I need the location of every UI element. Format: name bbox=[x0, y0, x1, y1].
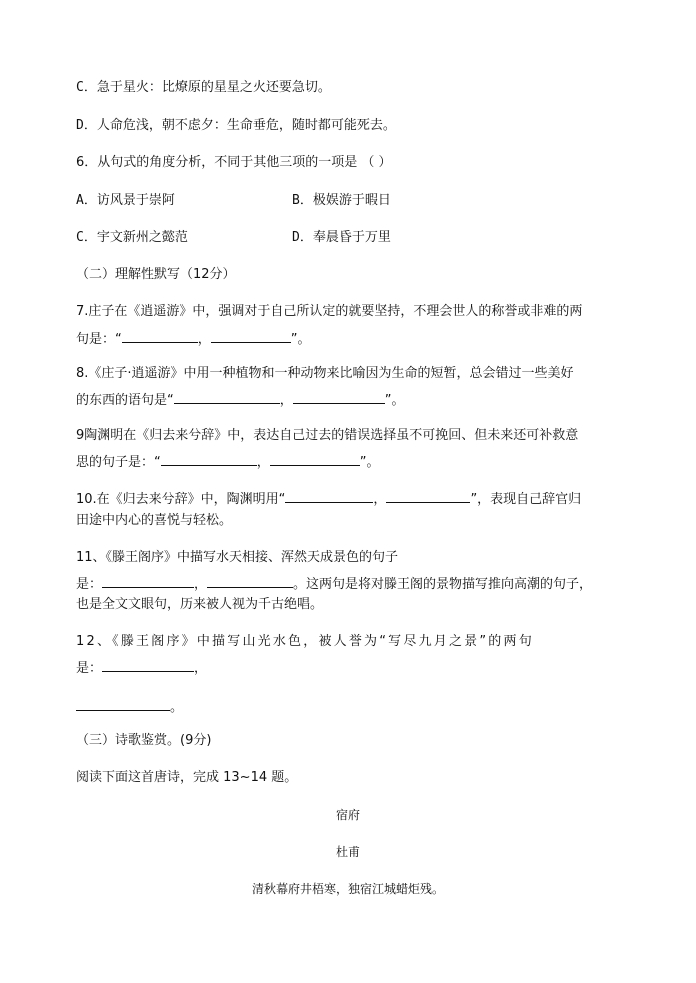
option-c-line: C．急于星火：比燎原的星星之火还要急切。 bbox=[76, 80, 331, 95]
question-7-line1: 7.庄子在《逍遥游》中，强调对于自己所认定的就要坚持，不理会世人的称誉或非难的两 bbox=[76, 304, 583, 319]
poem-author: 杜甫 bbox=[335, 845, 360, 859]
answer-blank[interactable] bbox=[293, 389, 385, 404]
question-9-line1: 9陶渊明在《归去来兮辞》中，表达自己过去的错误选择虽不可挽回、但未来还可补救意 bbox=[76, 428, 579, 443]
reading-instruction: 阅读下面这首唐诗，完成 13~14 题。 bbox=[76, 770, 298, 785]
question-11-line2: 是： ， 。这两句是将对滕王阁的景物描写推向高潮的句子， bbox=[76, 573, 592, 594]
answer-blank[interactable] bbox=[102, 657, 194, 672]
answer-blank[interactable] bbox=[207, 573, 293, 588]
question-10-line1: 10.在《归去来兮辞》中，陶渊明用“ ， ”，表现自己辞官归 bbox=[76, 488, 581, 509]
section-2-heading: （二）理解性默写（12分） bbox=[76, 267, 236, 282]
q6-option-d: D．奉晨昏于万里 bbox=[292, 230, 391, 245]
answer-blank[interactable] bbox=[285, 488, 373, 503]
question-11-line1: 11、《滕王阁序》中描写水天相接、浑然天成景色的句子 bbox=[76, 550, 399, 565]
q6-option-b: B．极娱游于暇日 bbox=[292, 193, 391, 208]
question-12-line3: 。 bbox=[76, 696, 183, 717]
question-12-line2: 是： ， bbox=[76, 657, 207, 678]
question-6: 6．从句式的角度分析，不同于其他三项的一项是 （ ） bbox=[76, 155, 392, 170]
question-7-line2: 句是：“ ， ”。 bbox=[76, 328, 311, 349]
answer-blank[interactable] bbox=[270, 451, 360, 466]
section-3-heading: （三）诗歌鉴赏。(9分) bbox=[76, 733, 212, 748]
answer-blank[interactable] bbox=[76, 696, 170, 711]
answer-blank[interactable] bbox=[211, 328, 291, 343]
q6-option-a: A．访风景于崇阿 bbox=[76, 193, 175, 208]
poem-title: 宿府 bbox=[335, 808, 360, 822]
question-10-line2: 田途中内心的喜悦与轻松。 bbox=[76, 513, 233, 528]
question-8-line2: 的东西的语句是“ ， ”。 bbox=[76, 389, 405, 410]
question-6-options-row1 bbox=[76, 192, 636, 210]
question-11-line3: 也是全文文眼句，历来被人视为千古绝唱。 bbox=[76, 597, 324, 612]
answer-blank[interactable] bbox=[161, 451, 257, 466]
poem-line-1: 清秋幕府井梧寒，独宿江城蜡炬残。 bbox=[251, 882, 444, 896]
answer-blank[interactable] bbox=[174, 389, 280, 404]
question-6-options-row2 bbox=[76, 229, 636, 247]
answer-blank[interactable] bbox=[102, 573, 194, 588]
q6-option-c: C．宇文新州之懿范 bbox=[76, 230, 188, 245]
question-9-line2: 思的句子是：“ ， ”。 bbox=[76, 451, 380, 472]
answer-blank[interactable] bbox=[122, 328, 198, 343]
option-d-line: D．人命危浅，朝不虑夕：生命垂危，随时都可能死去。 bbox=[76, 118, 396, 133]
answer-blank[interactable] bbox=[386, 488, 470, 503]
question-8-line1: 8.《庄子·逍遥游》中用一种植物和一种动物来比喻因为生命的短暂，总会错过一些美好 bbox=[76, 366, 574, 381]
question-12-line1: 12、《滕王阁序》中描写山光水色，被人誉为“写尽九月之景”的两句 bbox=[76, 634, 534, 649]
